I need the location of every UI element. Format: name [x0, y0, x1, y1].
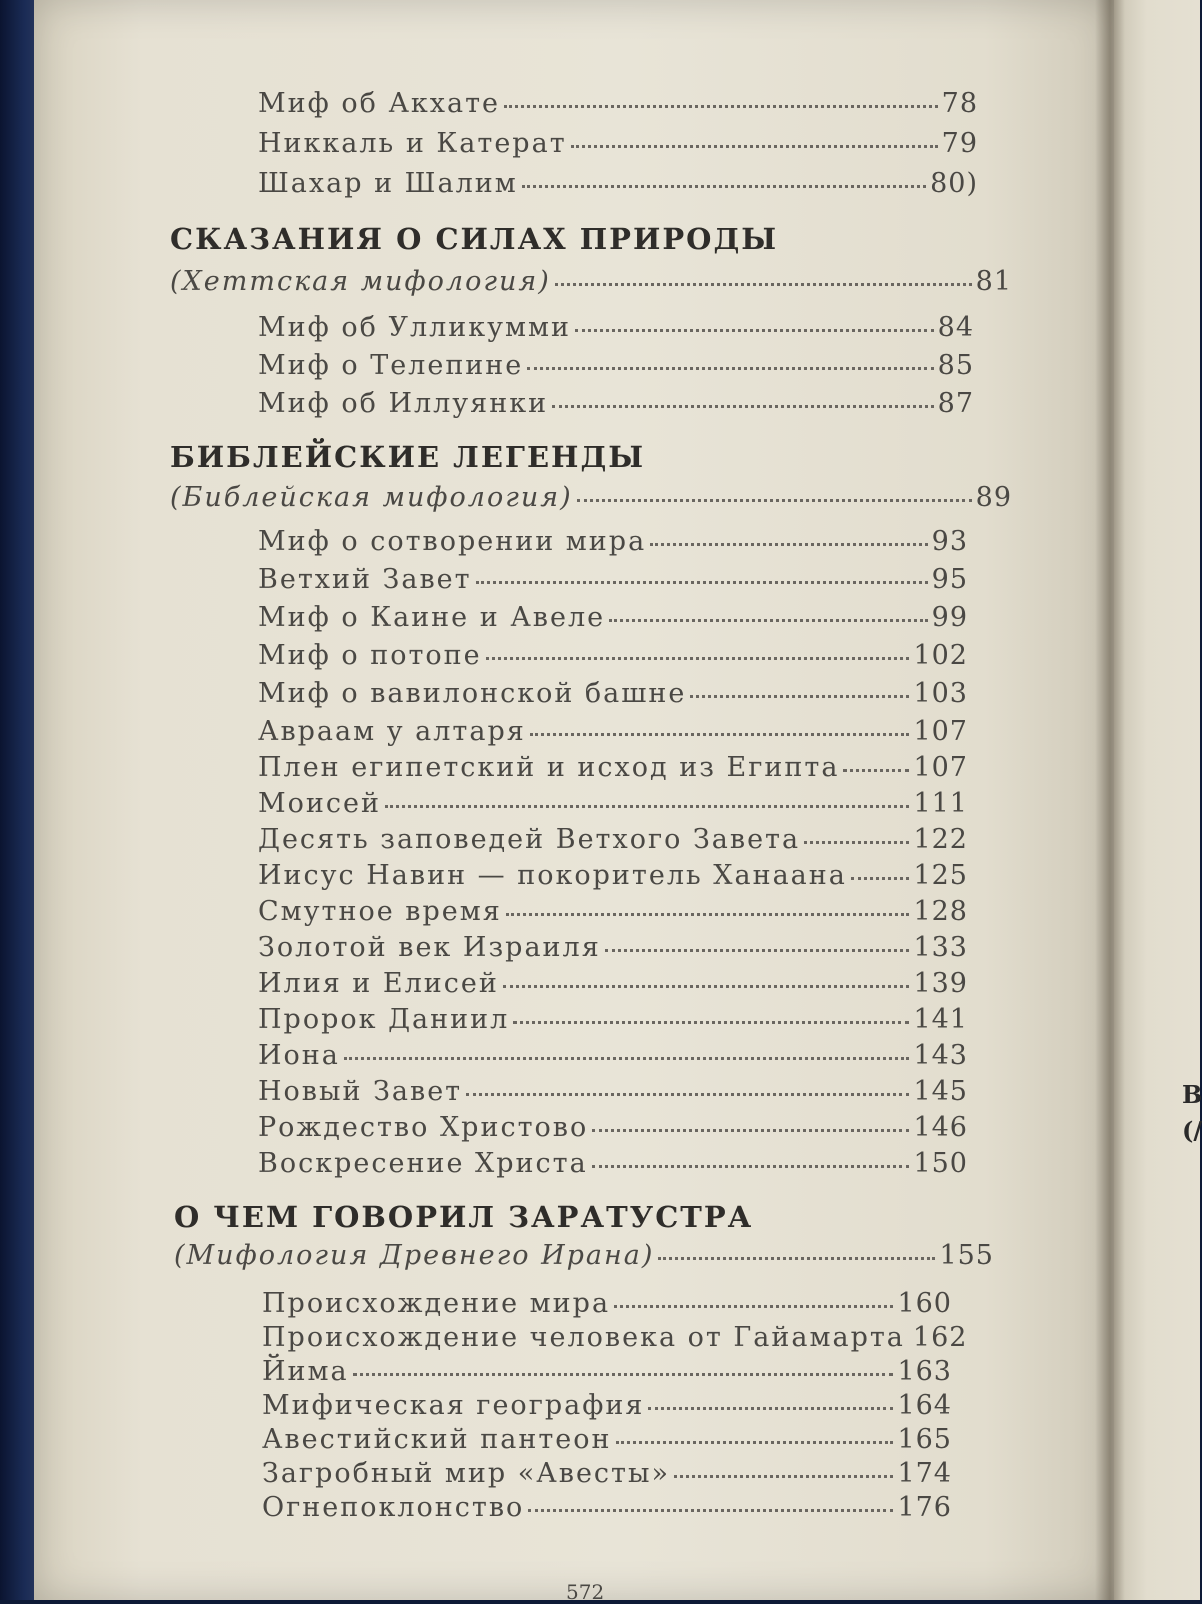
dot-leader — [804, 835, 909, 844]
dot-leader — [552, 399, 934, 408]
entry-page: 146 — [913, 1112, 968, 1143]
entry-title: Иисус Навин — покоритель Ханаана — [258, 860, 847, 891]
entry-page: 165 — [897, 1424, 952, 1455]
entry-title: Мифическая география — [262, 1390, 645, 1421]
entry-title: Авраам у алтаря — [258, 716, 526, 747]
entry-page: 103 — [913, 678, 968, 709]
subtitle-text: (Хеттская мифология) — [170, 266, 551, 297]
dot-leader — [504, 99, 938, 108]
toc-entry — [258, 168, 978, 199]
dot-leader — [650, 537, 927, 546]
toc-entry — [258, 716, 968, 747]
entry-page: 102 — [913, 640, 968, 671]
entry-page: 141 — [913, 1004, 968, 1035]
dot-leader — [503, 979, 910, 988]
entry-page: 163 — [897, 1356, 952, 1387]
dot-leader — [385, 799, 909, 808]
entry-title: Миф о Телепине — [258, 350, 524, 381]
toc-entry — [258, 968, 968, 999]
entry-page: 107 — [913, 752, 968, 783]
entry-title: Плен египетский и исход из Египта — [258, 752, 840, 783]
dot-leader — [609, 613, 928, 622]
entry-page: 128 — [913, 896, 968, 927]
dot-leader — [616, 1435, 894, 1444]
dot-leader — [353, 1367, 894, 1376]
toc-entry — [258, 1112, 968, 1143]
subtitle-page: 89 — [975, 482, 1012, 513]
dot-leader — [571, 139, 938, 148]
toc-entry — [258, 788, 968, 819]
toc-entry — [258, 824, 968, 855]
toc-entry — [258, 752, 968, 783]
dot-leader — [674, 1469, 893, 1478]
dot-leader — [658, 1251, 935, 1260]
toc-entry — [258, 350, 974, 381]
dot-leader — [614, 1299, 893, 1308]
toc-entry — [258, 932, 968, 963]
entry-page: 93 — [931, 526, 968, 557]
entry-page: 111 — [913, 788, 968, 819]
dot-leader — [592, 1159, 910, 1168]
section-heading: БИБЛЕЙСКИЕ ЛЕГЕНДЫ — [170, 440, 646, 474]
entry-title: Происхождение человека от Гайамарта — [262, 1322, 905, 1353]
entry-title: Миф о вавилонской башне — [258, 678, 687, 709]
page-gutter — [1095, 0, 1125, 1600]
toc-entry — [258, 1148, 968, 1179]
entry-title: Рождество Христово — [258, 1112, 589, 1143]
entry-page: 145 — [913, 1076, 968, 1107]
entry-title: Миф о сотворении мира — [258, 526, 647, 557]
entry-title: Смутное время — [258, 896, 502, 927]
dot-leader — [592, 1123, 909, 1132]
entry-title: Золотой век Израиля — [258, 932, 601, 963]
entry-title: Миф о потопе — [258, 640, 482, 671]
dot-leader — [522, 179, 926, 188]
entry-title: Никкаль и Катерат — [258, 128, 567, 159]
entry-page: 84 — [937, 312, 974, 343]
entry-title: Загробный мир «Авесты» — [262, 1458, 670, 1489]
entry-page: 78 — [941, 88, 978, 119]
entry-title: Пророк Даниил — [258, 1004, 510, 1035]
subtitle-text: (Мифология Древнего Ирана) — [174, 1240, 655, 1271]
dot-leader — [851, 871, 910, 880]
toc-entry — [262, 1458, 952, 1489]
entry-page: 164 — [897, 1390, 952, 1421]
entry-title: Ветхий Завет — [258, 564, 472, 595]
entry-title: Огнепоклонство — [262, 1492, 525, 1523]
entry-page: 122 — [913, 824, 968, 855]
toc-entry — [258, 1076, 968, 1107]
toc-entry — [258, 128, 978, 159]
entry-title: Новый Завет — [258, 1076, 463, 1107]
section-subtitle — [174, 1240, 994, 1271]
dot-leader — [843, 763, 909, 772]
dot-leader — [344, 1051, 910, 1060]
entry-page: 139 — [913, 968, 968, 999]
section-heading: СКАЗАНИЯ О СИЛАХ ПРИРОДЫ — [170, 222, 779, 256]
entry-page: 99 — [931, 602, 968, 633]
toc-entry — [258, 312, 974, 343]
entry-page: 107 — [913, 716, 968, 747]
subtitle-page: 155 — [939, 1240, 994, 1271]
toc-entry — [258, 526, 968, 557]
page-number: 572 — [566, 1580, 605, 1604]
dot-leader — [506, 907, 910, 916]
toc-entry — [258, 1004, 968, 1035]
entry-page: 143 — [913, 1040, 968, 1071]
section-subtitle — [170, 266, 1012, 297]
toc-entry — [258, 388, 974, 419]
toc-entry — [258, 678, 968, 709]
dot-leader — [527, 361, 933, 370]
entry-title: Моисей — [258, 788, 381, 819]
entry-page: 87 — [937, 388, 974, 419]
toc-entry — [262, 1492, 952, 1523]
dot-leader — [577, 493, 972, 502]
dot-leader — [605, 943, 910, 952]
dot-leader — [476, 575, 928, 584]
toc-entry — [258, 1040, 968, 1071]
entry-title: Происхождение мира — [262, 1288, 611, 1319]
next-page-fragment: B — [1182, 1080, 1202, 1109]
entry-title: Иона — [258, 1040, 340, 1071]
entry-title: Миф об Улликумми — [258, 312, 572, 343]
next-page — [1112, 0, 1200, 1600]
dot-leader — [530, 727, 910, 736]
entry-title: Йима — [262, 1356, 349, 1387]
entry-title: Илия и Елисей — [258, 968, 499, 999]
dot-leader — [648, 1401, 893, 1410]
entry-page: 160 — [897, 1288, 952, 1319]
section-subtitle — [170, 482, 1012, 513]
subtitle-text: (Библейская мифология) — [170, 482, 573, 513]
toc-entry — [258, 896, 968, 927]
toc-entry — [258, 602, 968, 633]
toc-entry — [258, 860, 968, 891]
entry-page: 176 — [897, 1492, 952, 1523]
entry-page: 79 — [941, 128, 978, 159]
toc-entry — [258, 640, 968, 671]
dot-leader — [466, 1087, 909, 1096]
entry-page: 150 — [913, 1148, 968, 1179]
entry-page: 174 — [897, 1458, 952, 1489]
entry-page: 80) — [930, 168, 978, 199]
dot-leader — [486, 651, 910, 660]
entry-page: 133 — [913, 932, 968, 963]
entry-title: Миф об Иллуянки — [258, 388, 549, 419]
dot-leader — [555, 277, 972, 286]
entry-page: 125 — [913, 860, 968, 891]
toc-entry — [262, 1288, 952, 1319]
entry-page: 162 — [912, 1322, 968, 1353]
toc-entry — [262, 1322, 968, 1353]
dot-leader — [575, 323, 934, 332]
entry-title: Десять заповедей Ветхого Завета — [258, 824, 801, 855]
toc-entry — [262, 1356, 952, 1387]
entry-title: Авестийский пантеон — [262, 1424, 612, 1455]
toc-entry — [258, 564, 968, 595]
entry-title: Миф об Акхате — [258, 88, 501, 119]
entry-title: Воскресение Христа — [258, 1148, 588, 1179]
toc-entry — [262, 1424, 952, 1455]
section-heading: О ЧЕМ ГОВОРИЛ ЗАРАТУСТРА — [174, 1200, 754, 1234]
entry-page: 85 — [937, 350, 974, 381]
entry-title: Шахар и Шалим — [258, 168, 518, 199]
dot-leader — [690, 689, 909, 698]
dot-leader — [528, 1503, 893, 1512]
toc-entry — [262, 1390, 952, 1421]
entry-title: Миф о Каине и Авеле — [258, 602, 606, 633]
dot-leader — [513, 1015, 909, 1024]
subtitle-page: 81 — [975, 266, 1012, 297]
entry-page: 95 — [931, 564, 968, 595]
toc-entry — [258, 88, 978, 119]
next-page-fragment: (/ — [1182, 1116, 1202, 1145]
